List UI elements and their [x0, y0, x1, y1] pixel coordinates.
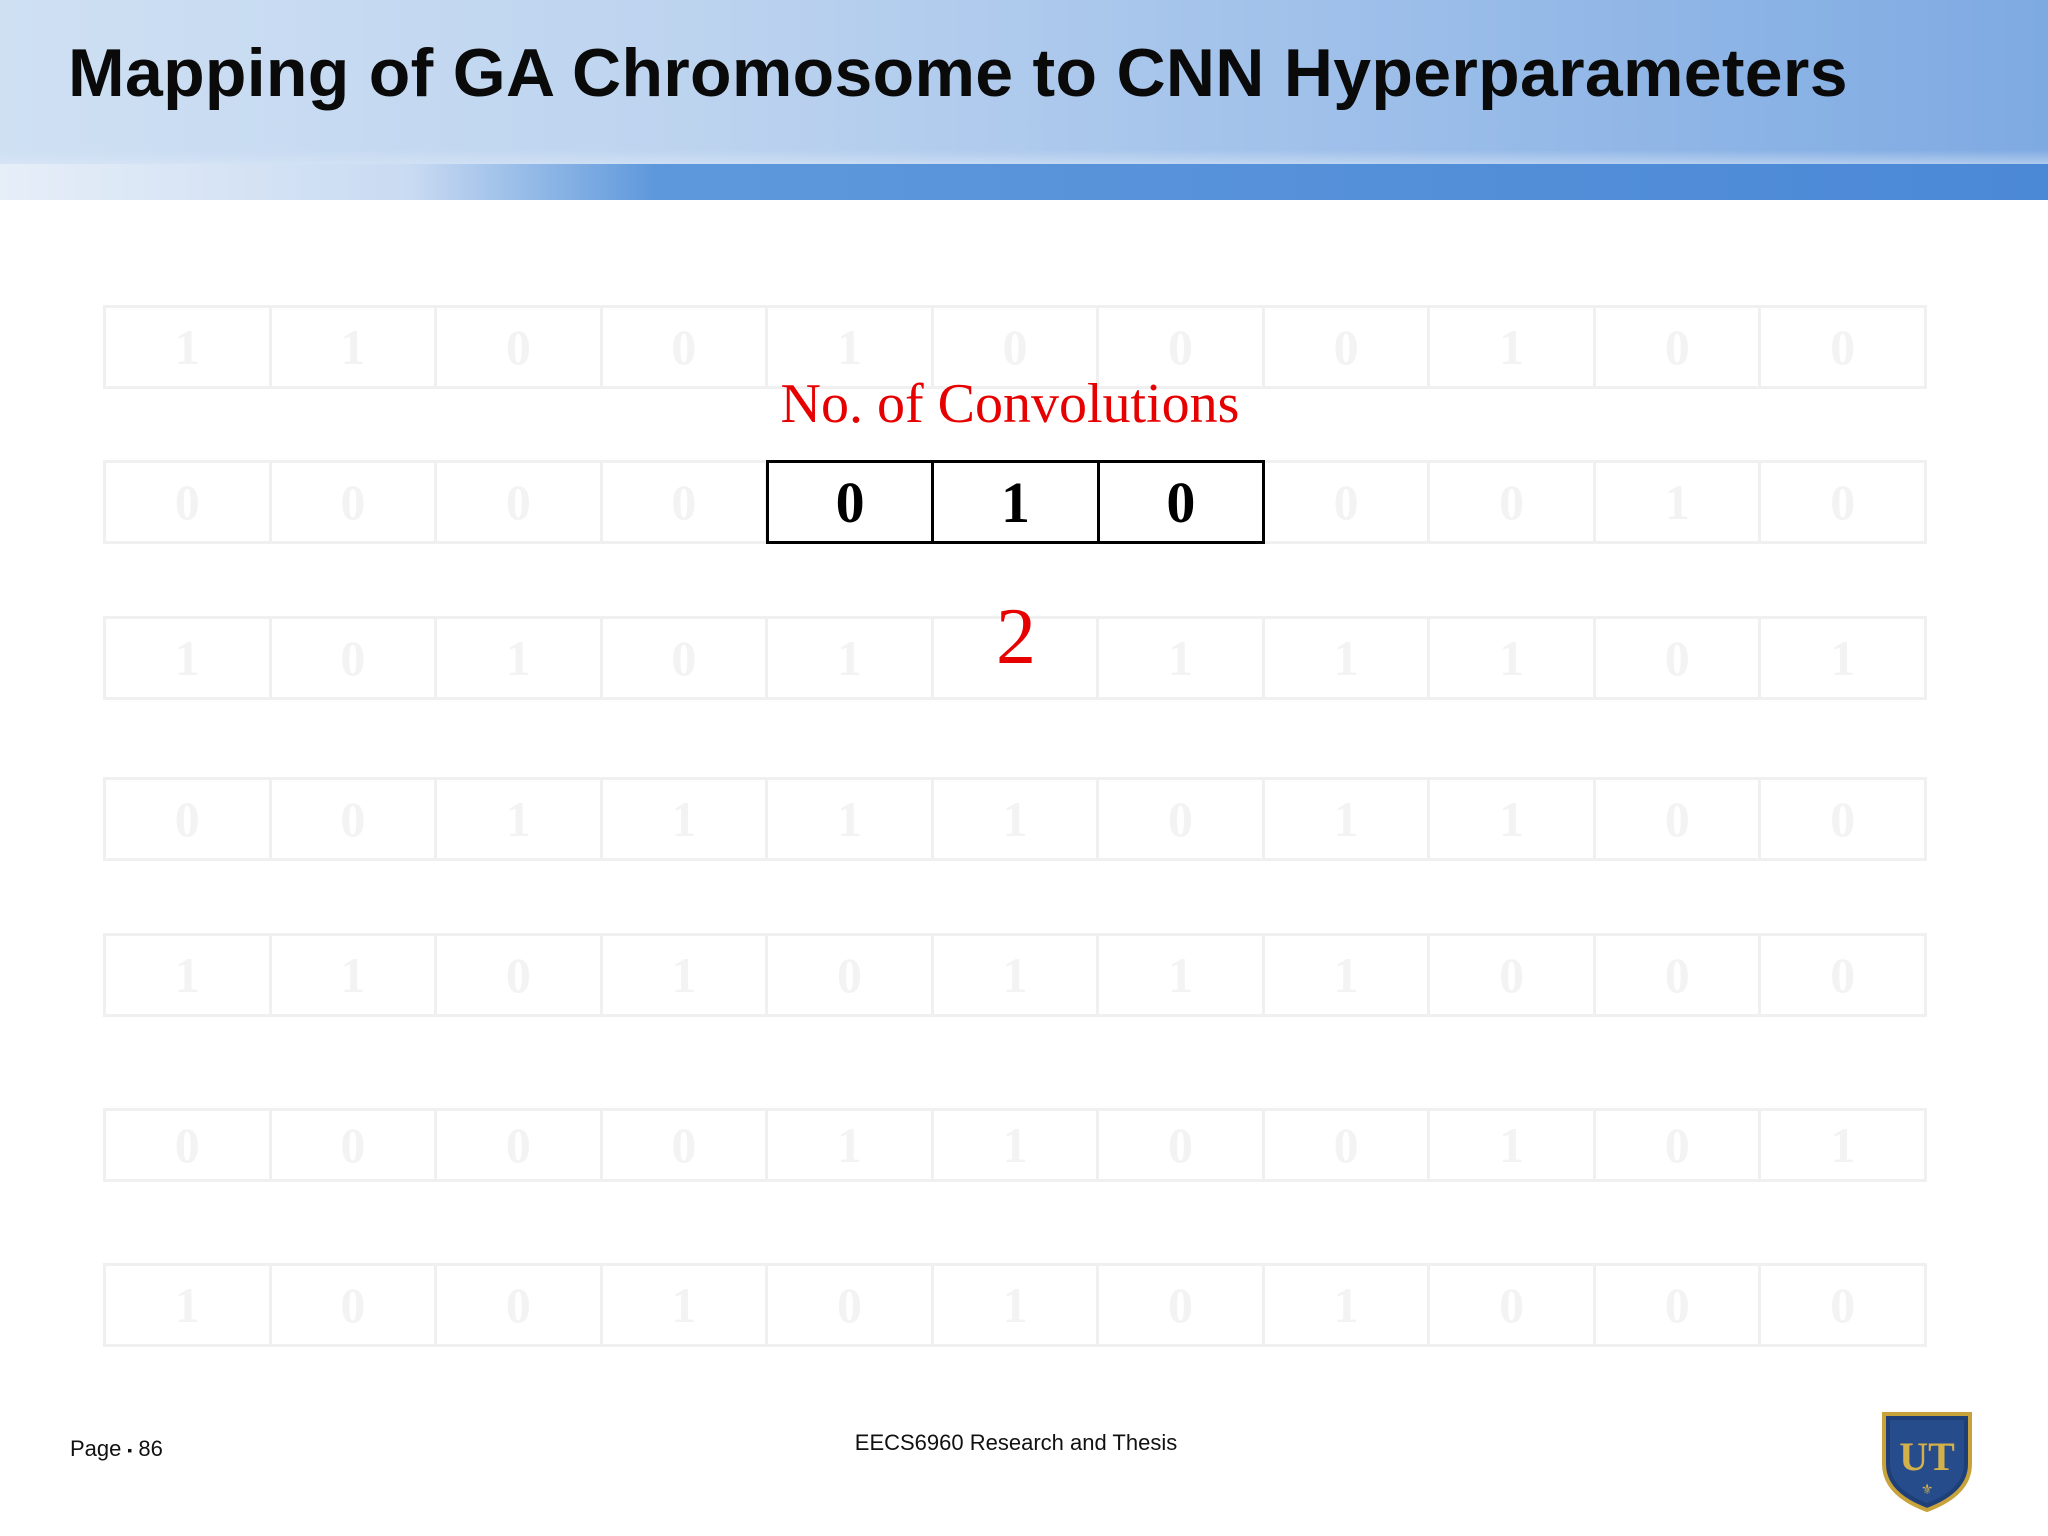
gene-cell: 0 — [103, 1108, 272, 1182]
gene-cell: 1 — [931, 777, 1100, 861]
page-label: Page — [70, 1436, 122, 1461]
gene-cell: 0 — [1758, 777, 1927, 861]
convolution-bits — [766, 460, 1265, 544]
convolutions-value: 2 — [996, 593, 1036, 681]
gene-cell: 0 — [434, 305, 603, 389]
gene-cell: 0 — [1593, 305, 1762, 389]
gene-cell: 0 — [1096, 305, 1265, 389]
convolution-bit: 0 — [835, 469, 865, 535]
gene-cell: 0 — [1758, 460, 1927, 544]
gene-cell: 1 — [765, 1108, 934, 1182]
gene-cell: 0 — [1593, 933, 1762, 1017]
gene-cell: 0 — [1262, 305, 1431, 389]
gene-cell: 1 — [1096, 616, 1265, 700]
gene-cell: 0 — [1096, 777, 1265, 861]
gene-cell: 1 — [931, 933, 1100, 1017]
gene-cell: 1 — [1262, 616, 1431, 700]
gene-cell: 1 — [269, 933, 438, 1017]
chromosome-row — [103, 933, 1927, 1017]
gene-cell: 0 — [1096, 1263, 1265, 1347]
gene-cell: 1 — [1427, 1108, 1596, 1182]
gene-cell: 0 — [1427, 933, 1596, 1017]
gene-cell: 0 — [1758, 305, 1927, 389]
gene-cell: 1 — [103, 933, 272, 1017]
page-separator: ▪ — [127, 1442, 133, 1459]
gene-cell: 0 — [434, 1108, 603, 1182]
gene-cell: 1 — [931, 1263, 1100, 1347]
gene-cell: 0 — [1593, 1263, 1762, 1347]
gene-cell: 0 — [269, 460, 438, 544]
gene-cell: 1 — [600, 777, 769, 861]
gene-cell: 1 — [1096, 933, 1265, 1017]
logo-text: UT — [1899, 1434, 1955, 1479]
chromosome-row — [103, 1263, 1927, 1347]
gene-cell: 0 — [765, 1263, 934, 1347]
gene-cell: 1 — [434, 777, 603, 861]
gene-cell: 1 — [1262, 933, 1431, 1017]
gene-cell: 0 — [1758, 1263, 1927, 1347]
gene-cell: 0 — [269, 1108, 438, 1182]
convolutions-label: No. of Convolutions — [780, 373, 1240, 435]
gene-cell: 0 — [269, 777, 438, 861]
gene-cell: 1 — [1427, 305, 1596, 389]
header-band — [0, 164, 2048, 200]
gene-cell: 1 — [931, 1108, 1100, 1182]
gene-cell: 1 — [765, 305, 934, 389]
gene-cell: 0 — [269, 616, 438, 700]
gene-cell: 0 — [434, 1263, 603, 1347]
gene-cell: 1 — [103, 616, 272, 700]
gene-cell: 0 — [931, 305, 1100, 389]
slide-header — [0, 0, 2048, 200]
gene-cell: 0 — [600, 616, 769, 700]
svg-text:⚜: ⚜ — [1920, 1482, 1934, 1498]
gene-cell: 0 — [1427, 1263, 1596, 1347]
page-number — [70, 1436, 163, 1462]
gene-cell: 1 — [1427, 616, 1596, 700]
chromosome-row — [103, 777, 1927, 861]
gene-cell: 1 — [269, 305, 438, 389]
gene-cell: 0 — [434, 460, 603, 544]
gene-cell: 0 — [600, 1108, 769, 1182]
gene-cell: 1 — [1427, 777, 1596, 861]
gene-cell: 1 — [765, 616, 934, 700]
gene-cell: 0 — [1262, 460, 1431, 544]
gene-cell: 0 — [1758, 933, 1927, 1017]
chromosome-row — [103, 1108, 1927, 1182]
gene-cell: 1 — [103, 305, 272, 389]
slide-title: Mapping of GA Chromosome to CNN Hyperparameters — [68, 35, 1848, 111]
gene-cell: 1 — [600, 933, 769, 1017]
gene-cell: 0 — [1593, 616, 1762, 700]
gene-cell: 1 — [600, 1263, 769, 1347]
course-name: EECS6960 Research and Thesis — [854, 1430, 1178, 1455]
convolution-bit: 0 — [1097, 463, 1262, 541]
gene-cell: 0 — [269, 1263, 438, 1347]
gene-cell: 0 — [765, 933, 934, 1017]
convolution-bit: 1 — [931, 463, 1096, 541]
gene-cell: 0 — [434, 933, 603, 1017]
gene-cell: 0 — [600, 305, 769, 389]
gene-cell: 1 — [1593, 460, 1762, 544]
gene-cell: 1 — [1758, 1108, 1927, 1182]
gene-cell: 1 — [434, 616, 603, 700]
gene-cell: 1 — [1262, 1263, 1431, 1347]
gene-cell: 0 — [600, 460, 769, 544]
gene-cell: 1 — [103, 1263, 272, 1347]
gene-cell: 0 — [1593, 777, 1762, 861]
gene-cell: 0 — [1096, 1108, 1265, 1182]
gene-cell: 1 — [1262, 777, 1431, 861]
gene-cell: 0 — [103, 460, 272, 544]
university-logo — [1876, 1408, 1978, 1512]
gene-cell: 1 — [1758, 616, 1927, 700]
gene-cell: 0 — [1593, 1108, 1762, 1182]
page-number-value: 86 — [138, 1436, 163, 1461]
gene-cell: 1 — [765, 777, 934, 861]
gene-cell: 0 — [1262, 1108, 1431, 1182]
gene-cell: 0 — [103, 777, 272, 861]
gene-cell: 0 — [1427, 460, 1596, 544]
